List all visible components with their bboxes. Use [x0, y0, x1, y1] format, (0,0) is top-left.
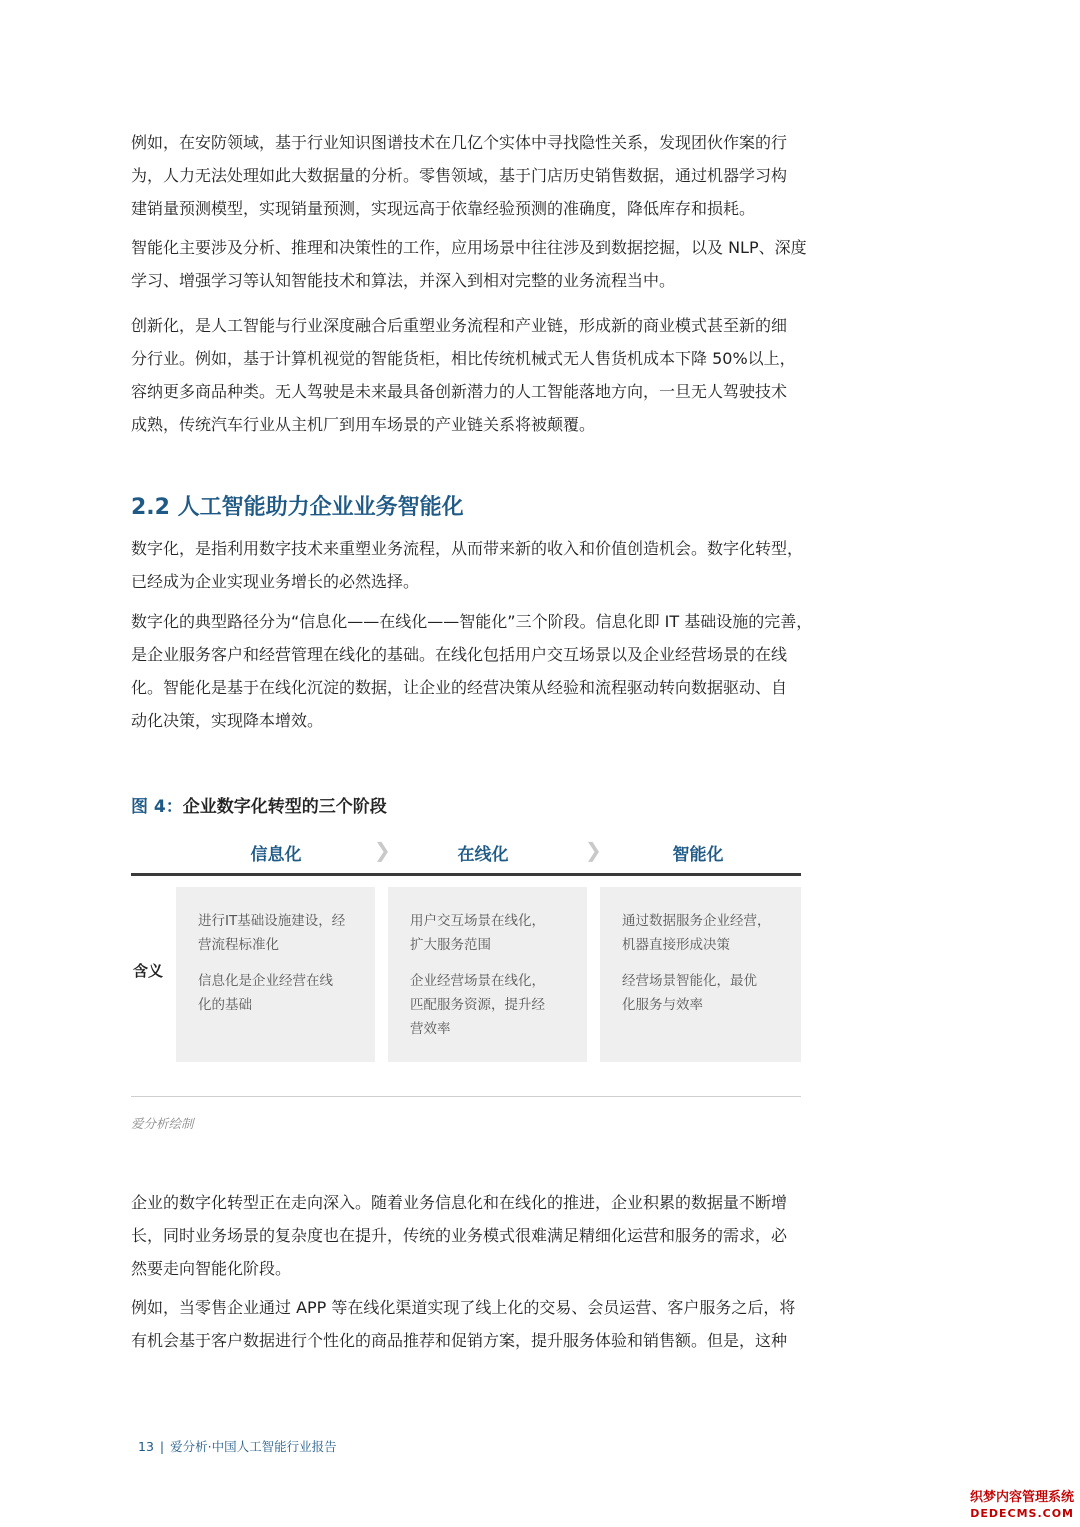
text-line: 用户交互场景在线化，	[410, 913, 545, 929]
footer-separator: |	[159, 1439, 165, 1454]
text-line: 通过数据服务企业经营，	[622, 913, 771, 929]
text-line: 营流程标准化	[198, 937, 279, 953]
site-watermark	[970, 1490, 1074, 1522]
text-line: 然要走向智能化阶段。	[131, 1259, 292, 1278]
text-line: 化的基础	[198, 997, 252, 1013]
watermark-line-2: DEDECMS.COM	[970, 1507, 1074, 1520]
text-line: 营效率	[410, 1021, 451, 1037]
text-line: 化服务与效率	[622, 997, 703, 1013]
text-line: 已经成为企业实现业务增长的必然选择。	[131, 572, 420, 591]
text-line: 化。智能化是基于在线化沉淀的数据，让企业的经营决策从经验和流程驱动转向数据驱动、自	[131, 678, 788, 697]
text-line: 匹配服务资源，提升经	[410, 997, 545, 1013]
paragraph-deepening-transformation	[131, 1186, 803, 1285]
paragraph-intelligentization	[131, 231, 807, 297]
cell-text	[410, 969, 565, 1041]
cell-text	[410, 909, 565, 957]
text-line: 分行业。例如，基于计算机视觉的智能货柜，相比传统机械式无人售货机成本下降 50%以上，	[131, 349, 796, 368]
chevron-right-icon: ❯	[374, 838, 391, 862]
stage-header-online: 在线化	[457, 845, 509, 865]
footer-report-title: 爱分析·中国人工智能行业报告	[170, 1439, 337, 1454]
text-line: 创新化，是人工智能与行业深度融合后重塑业务流程和产业链，形成新的商业模式甚至新的细	[131, 316, 788, 335]
stage-cell-informatization	[176, 887, 375, 1062]
cell-text	[198, 969, 353, 1017]
paragraph-three-stages	[131, 605, 813, 737]
text-line: 数字化的典型路径分为“信息化——在线化——智能化”三个阶段。信息化即 IT 基础设施的完善，	[131, 612, 813, 631]
paragraph-innovation	[131, 309, 803, 441]
stage-header-informatization: 信息化	[250, 845, 302, 865]
cell-text	[198, 909, 353, 957]
text-line: 企业经营场景在线化，	[410, 973, 545, 989]
chevron-right-icon: ❯	[585, 838, 602, 862]
stage-cell-intelligent	[600, 887, 801, 1062]
page-footer	[138, 1437, 337, 1455]
text-line: 建销量预测模型，实现销量预测，实现远高于依靠经验预测的准确度，降低库存和损耗。	[131, 199, 756, 218]
text-line: 为，人力无法处理如此大数据量的分析。零售领域，基于门店历史销售数据，通过机器学习构	[131, 166, 788, 185]
text-line: 企业的数字化转型正在走向深入。随着业务信息化和在线化的推进，企业积累的数据量不断增	[131, 1193, 788, 1212]
row-label-meaning: 含义	[133, 962, 164, 980]
paragraph-digitalization	[131, 532, 803, 598]
stage-header-intelligent: 智能化	[672, 845, 724, 865]
paragraph-security-retail	[131, 126, 803, 225]
paragraph-retail-example	[131, 1291, 803, 1357]
figure-number: 图 4：	[131, 797, 183, 817]
text-line: 经营场景智能化，最优	[622, 973, 757, 989]
text-line: 容纳更多商品种类。无人驾驶是未来最具备创新潜力的人工智能落地方向，一旦无人驾驶技术	[131, 382, 788, 401]
cell-text	[622, 909, 779, 957]
table-top-rule	[131, 873, 801, 876]
text-line: 长，同时业务场景的复杂度也在提升，传统的业务模式很难满足精细化运营和服务的需求，必	[131, 1226, 788, 1245]
figure-title	[131, 792, 387, 817]
text-line: 成熟，传统汽车行业从主机厂到用车场景的产业链关系将被颠覆。	[131, 415, 596, 434]
text-line: 例如，当零售企业通过 APP 等在线化渠道实现了线上化的交易、会员运营、客户服务之后，将	[131, 1298, 796, 1317]
text-line: 有机会基于客户数据进行个性化的商品推荐和促销方案，提升服务体验和销售额。但是，这种	[131, 1331, 788, 1350]
stage-cell-online	[388, 887, 587, 1062]
text-line: 动化决策，实现降本增效。	[131, 711, 324, 730]
table-bottom-rule	[131, 1096, 801, 1097]
text-line: 进行IT基础设施建设，经	[198, 913, 346, 929]
text-line: 信息化是企业经营在线	[198, 973, 333, 989]
text-line: 机器直接形成决策	[622, 937, 730, 953]
text-line: 是企业服务客户和经营管理在线化的基础。在线化包括用户交互场景以及企业经营场景的在线	[131, 645, 788, 664]
watermark-line-1: 织梦内容管理系统	[969, 1490, 1074, 1505]
text-line: 扩大服务范围	[410, 937, 491, 953]
text-line: 智能化主要涉及分析、推理和决策性的工作，应用场景中往往涉及到数据挖掘，以及 NLP、深度	[131, 238, 807, 257]
figure-source: 爱分析绘制	[131, 1116, 194, 1131]
text-line: 数字化，是指利用数字技术来重塑业务流程，从而带来新的收入和价值创造机会。数字化转型，	[131, 539, 804, 558]
cell-text	[622, 969, 779, 1017]
figure-caption: 企业数字化转型的三个阶段	[182, 797, 387, 817]
text-line: 例如，在安防领域，基于行业知识图谱技术在几亿个实体中寻找隐性关系，发现团伙作案的行	[131, 133, 788, 152]
text-line: 学习、增强学习等认知智能技术和算法，并深入到相对完整的业务流程当中。	[131, 271, 676, 290]
section-title: 2.2 人工智能助力企业业务智能化	[131, 495, 464, 520]
page-number: 13	[138, 1439, 154, 1454]
